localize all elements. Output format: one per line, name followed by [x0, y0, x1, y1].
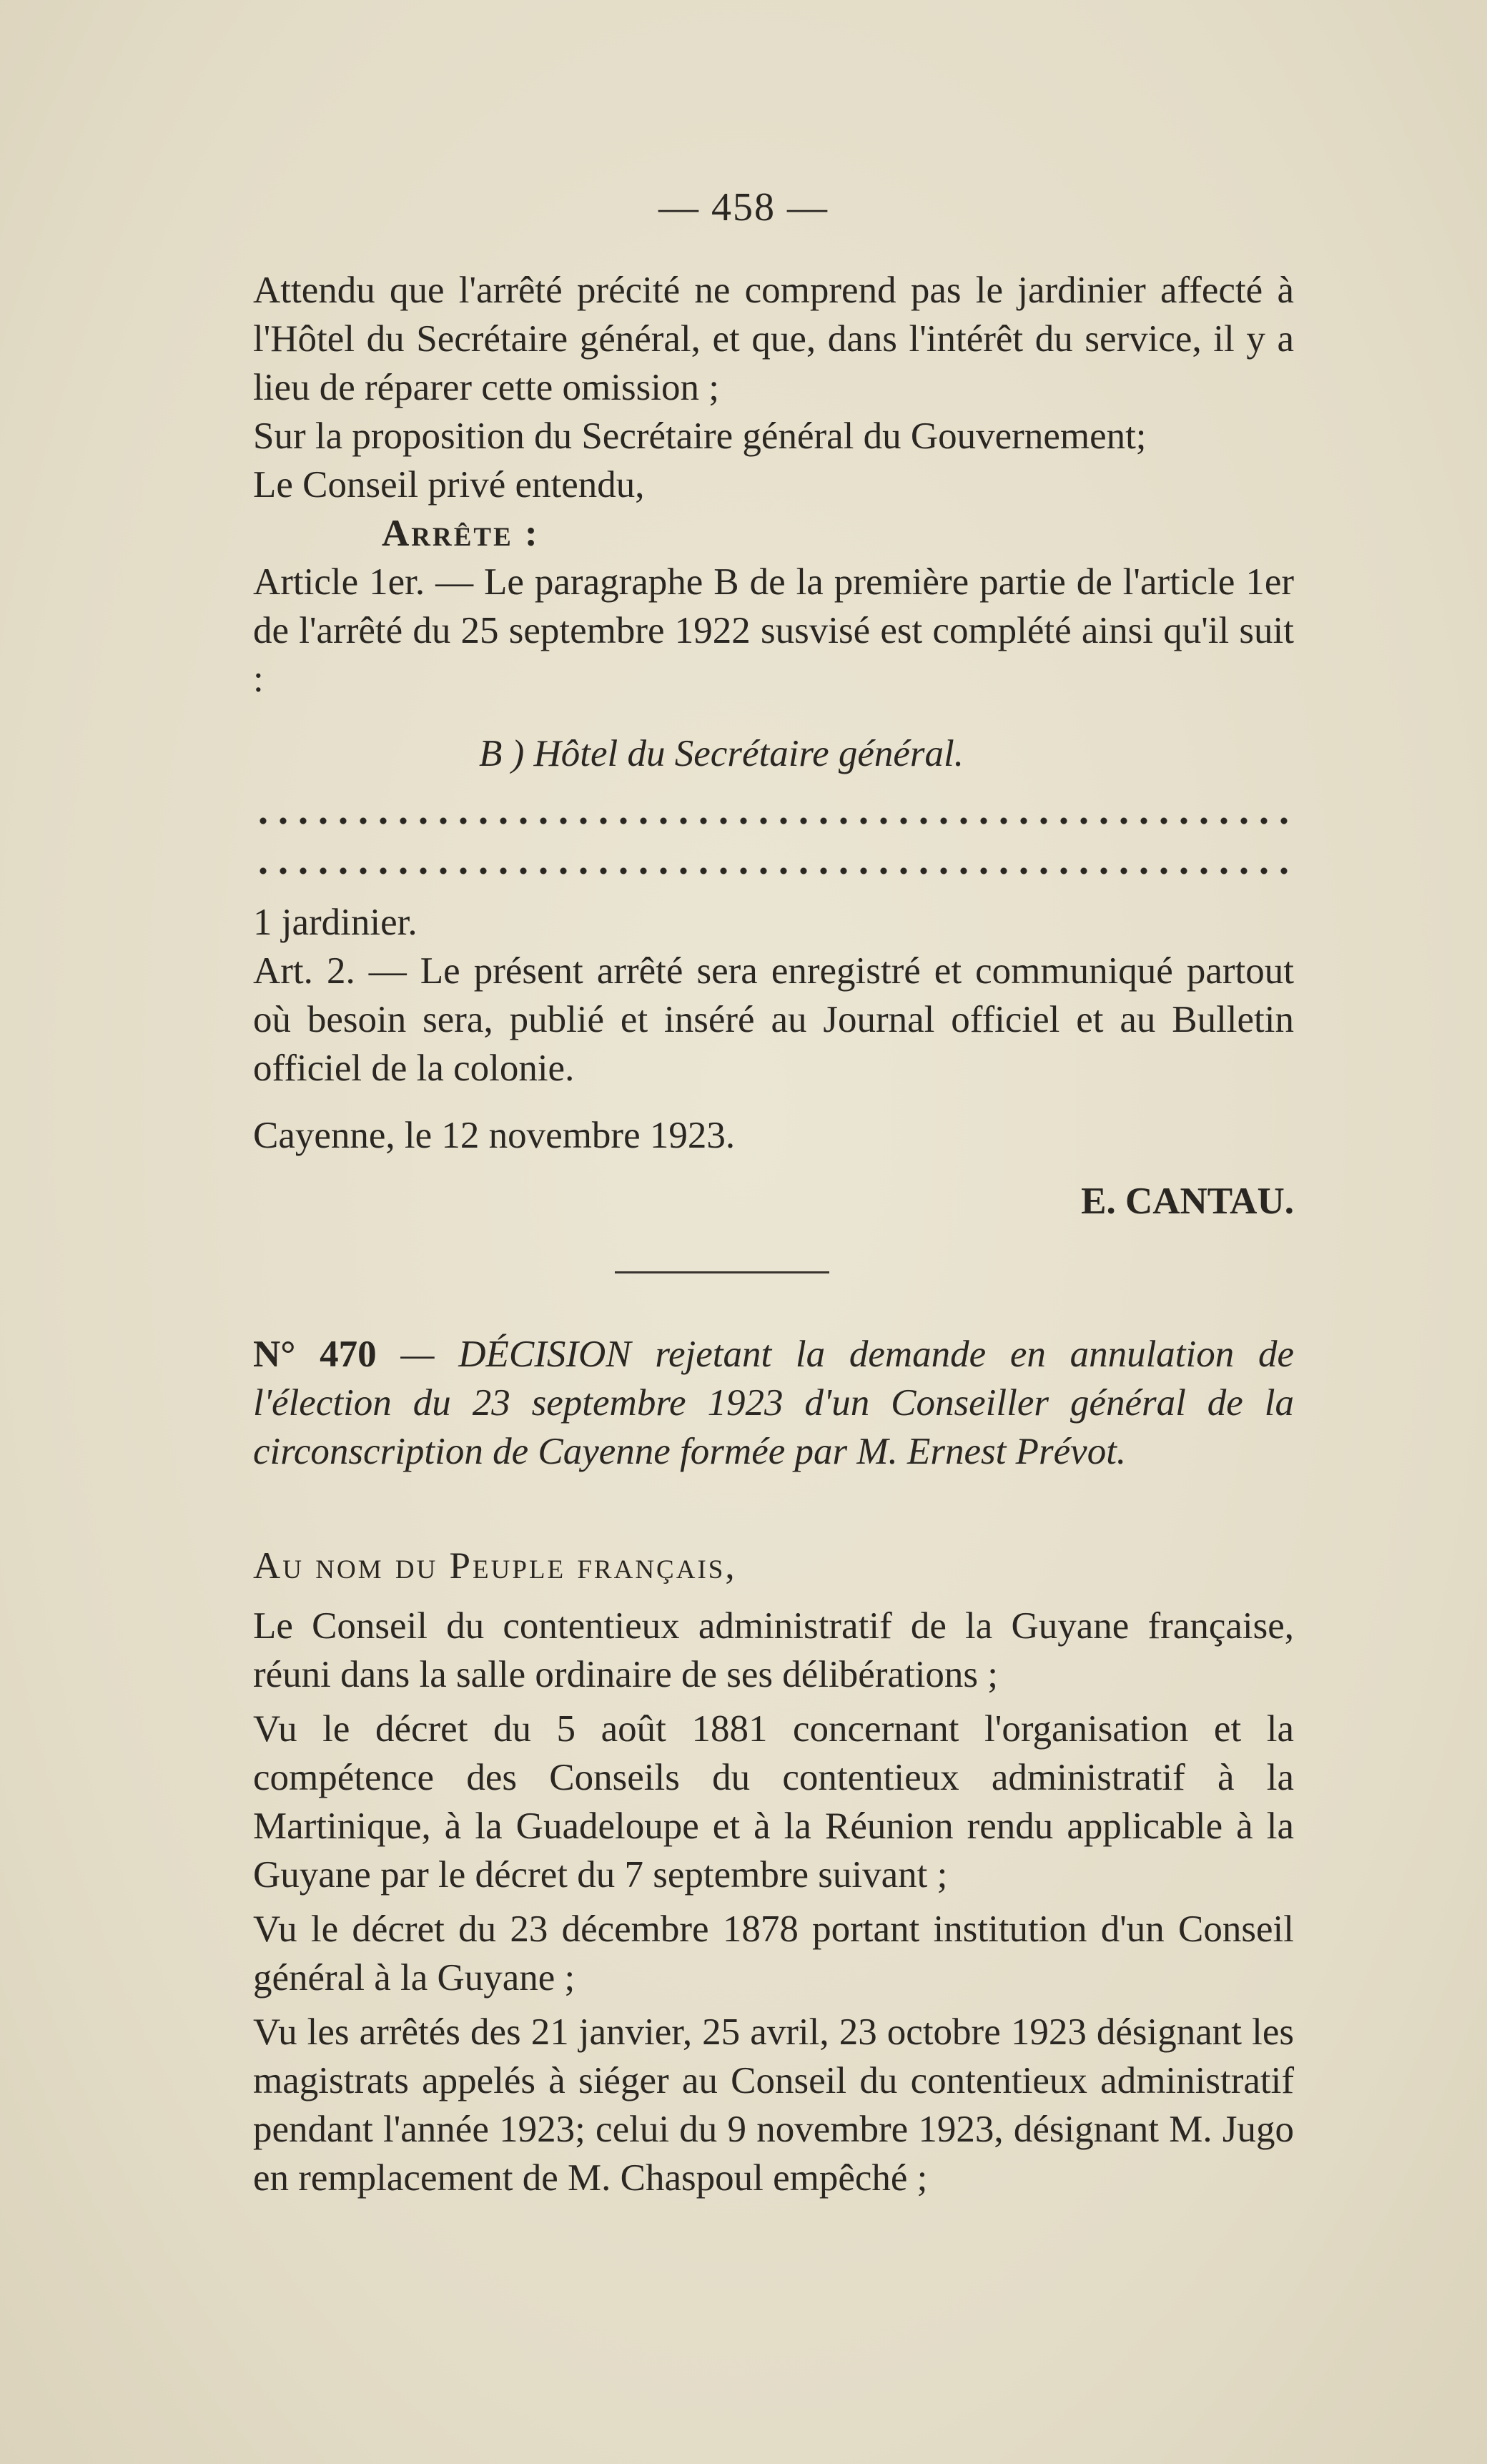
signature: E. CANTAU. [1081, 1181, 1294, 1222]
paragraph-conseil-prive: Le Conseil privé entendu, [253, 464, 645, 506]
decision-title [253, 1330, 1294, 1476]
decision-paragraph-3: Vu le décret du 23 décembre 1878 portant institution d'un Conseil général à la Guyane ; [253, 1908, 1294, 1999]
decision-paragraph-2: Vu le décret du 5 août 1881 concernant l'organisation et la compétence des Conseils du contentieux administratif à la Martinique, à la Guadeloupe et à la Réunion rendu applicable à la Guyane par le décret du 7 septembre suivant ; [253, 1708, 1294, 1896]
arrete-heading: Arrête : [382, 513, 540, 554]
preamble: Au nom du Peuple français, [253, 1545, 737, 1587]
paragraph-proposition: Sur la proposition du Secrétaire général du Gouvernement; [253, 415, 1147, 457]
article-2: Art. 2. — Le présent arrêté sera enregistré et communiqué partout où besoin sera, publié et inséré au Journal officiel et au Bulletin officiel de la colonie. [253, 950, 1294, 1089]
page-number: — 458 — [658, 185, 829, 230]
decision-number: N° 470 [253, 1334, 377, 1375]
decision-paragraph-4: Vu les arrêtés des 21 janvier, 25 avril, 23 octobre 1923 désignant les magistrats appelés à siéger au Conseil du contentieux administratif pendant l'année 1923; celui du 9 novembre 1923, désignant M. Jugo en remplacement de M. Chaspoul empêché ; [253, 2011, 1294, 2199]
decision-title-text: — DÉCISION rejetant la demande en annulation de l'élection du 23 septembre 1923 d'un Conseiller général de la circonscription de Cayenne formée par M. Ernest Prévot. [253, 1334, 1294, 1472]
separator-rule [615, 1271, 829, 1273]
item-jardinier: 1 jardinier. [253, 902, 418, 943]
dotted-leader [253, 864, 1294, 878]
decision-paragraph-1: Le Conseil du contentieux administratif de la Guyane française, réuni dans la salle ordinaire de ses délibérations ; [253, 1605, 1294, 1695]
paragraph-attendu: Attendu que l'arrêté précité ne comprend pas le jardinier affecté à l'Hôtel du Secrétaire général, et que, dans l'intérêt du service, il y a lieu de réparer cette omission ; [253, 270, 1294, 408]
section-b-heading: B ) Hôtel du Secrétaire général. [479, 733, 964, 774]
dotted-leader [253, 814, 1294, 828]
place-date: Cayenne, le 12 novembre 1923. [253, 1115, 736, 1156]
article-1: Article 1er. — Le paragraphe B de la première partie de l'article 1er de l'arrêté du 25 septembre 1922 susvisé est complété ainsi qu'il suit : [253, 561, 1294, 700]
